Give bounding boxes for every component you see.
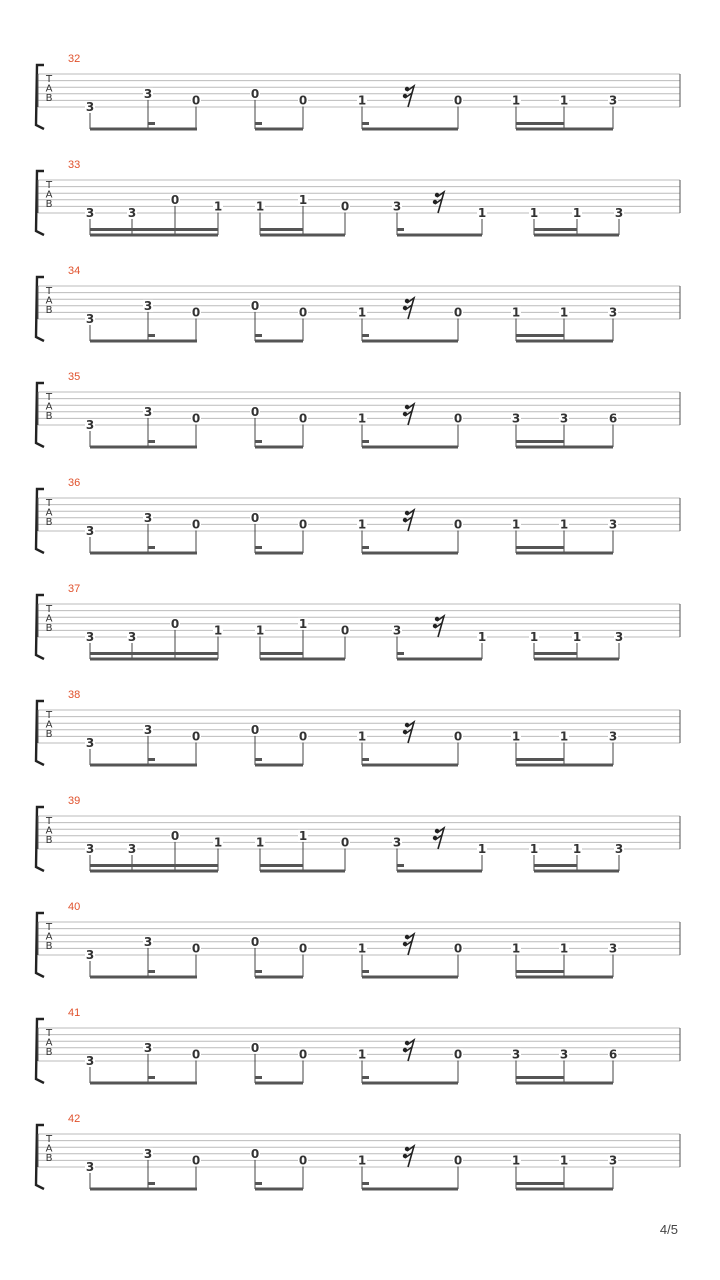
fret-number: 3 (85, 842, 95, 856)
secondary-beam (516, 122, 564, 125)
fret-number: 0 (191, 729, 201, 744)
fret-number: 6 (608, 411, 618, 426)
note-beam (90, 234, 218, 237)
tab-clef-letter: A (45, 295, 53, 307)
fret-number: 3 (559, 1047, 569, 1062)
fret-number: 0 (298, 411, 308, 426)
tab-clef-letter: A (45, 507, 53, 519)
measure-number: 36 (68, 477, 81, 489)
fret-number: 1 (511, 517, 521, 532)
fret-number: 1 (357, 411, 367, 426)
secondary-beam (516, 758, 564, 761)
fret-number: 3 (608, 1153, 618, 1168)
fret-number: 3 (143, 298, 153, 313)
system-bracket (36, 383, 44, 447)
note-beam (362, 1082, 458, 1085)
fret-number: 0 (453, 305, 463, 320)
fret-number: 3 (392, 199, 402, 214)
beam-stub (148, 970, 155, 973)
tab-clef-letter: T (45, 604, 53, 615)
fret-number: 1 (477, 630, 487, 644)
fret-number: 1 (477, 206, 487, 220)
fret-number: 1 (572, 842, 582, 856)
fret-number: 0 (191, 305, 201, 320)
fret-number: 3 (127, 842, 137, 856)
note-beam (90, 1082, 197, 1085)
tab-clef-letter: B (45, 1047, 53, 1058)
note-beam (90, 340, 197, 343)
note-beam (90, 552, 197, 555)
measure-number: 37 (68, 583, 81, 595)
sixteenth-rest-icon (433, 192, 444, 213)
fret-number: 0 (170, 616, 180, 631)
note-beam (260, 658, 345, 661)
fret-number: 3 (608, 93, 618, 108)
fret-number: 0 (250, 510, 260, 525)
tab-clef-letter: B (45, 835, 53, 846)
sixteenth-rest-icon (403, 934, 414, 955)
tab-system (36, 371, 680, 449)
note-beam (362, 976, 458, 979)
fret-number: 3 (85, 948, 95, 962)
fret-number: 0 (453, 941, 463, 956)
fret-number: 3 (143, 404, 153, 419)
note-beam (90, 764, 197, 767)
fret-number: 0 (298, 517, 308, 532)
tab-system (36, 795, 680, 873)
fret-number: 0 (191, 93, 201, 108)
tab-clef-letter: B (45, 623, 53, 634)
system-bracket (36, 65, 44, 129)
fret-number: 1 (213, 199, 223, 214)
secondary-beam (516, 1182, 564, 1185)
fret-number: 1 (572, 206, 582, 220)
measure-number: 35 (68, 371, 81, 383)
note-beam (516, 552, 613, 555)
tab-clef-letter: A (45, 1037, 53, 1049)
fret-number: 1 (357, 305, 367, 320)
fret-number: 1 (357, 941, 367, 956)
tab-clef-letter: B (45, 941, 53, 952)
tab-clef-letter: T (45, 922, 53, 933)
beam-stub (255, 1182, 262, 1185)
note-beam (362, 340, 458, 343)
fret-number: 1 (213, 623, 223, 638)
tab-clef-letter: B (45, 93, 53, 104)
fret-number: 0 (250, 722, 260, 737)
fret-number: 3 (85, 630, 95, 644)
fret-number: 3 (614, 206, 624, 220)
note-beam (90, 870, 218, 873)
note-beam (362, 128, 458, 131)
sixteenth-rest-icon (403, 1040, 414, 1061)
measure-number: 39 (68, 795, 81, 807)
fret-number: 3 (85, 312, 95, 326)
beam-stub (255, 546, 262, 549)
beam-stub (362, 334, 369, 337)
note-beam (255, 1188, 303, 1191)
fret-number: 0 (298, 729, 308, 744)
note-beam (255, 552, 303, 555)
note-beam (534, 870, 619, 873)
fret-number: 1 (559, 93, 569, 108)
fret-number: 0 (250, 1040, 260, 1055)
secondary-beam (516, 970, 564, 973)
tab-system (36, 159, 680, 237)
fret-number: 3 (85, 736, 95, 750)
fret-number: 3 (143, 1040, 153, 1055)
system-bracket (36, 701, 44, 765)
fret-number: 0 (298, 93, 308, 108)
note-beam (255, 764, 303, 767)
beam-stub (255, 122, 262, 125)
fret-number: 1 (511, 305, 521, 320)
tab-clef-letter: T (45, 74, 53, 85)
fret-number: 1 (357, 729, 367, 744)
fret-number: 0 (453, 93, 463, 108)
system-bracket (36, 595, 44, 659)
tab-clef-letter: B (45, 411, 53, 422)
note-beam (90, 446, 197, 449)
tab-system (36, 265, 680, 343)
note-beam (255, 128, 303, 131)
system-bracket (36, 807, 44, 871)
tab-clef-letter: A (45, 825, 53, 837)
fret-number: 1 (511, 729, 521, 744)
fret-number: 3 (608, 729, 618, 744)
system-bracket (36, 1125, 44, 1189)
fret-number: 3 (143, 510, 153, 525)
tab-clef-letter: T (45, 816, 53, 827)
fret-number: 1 (559, 1153, 569, 1168)
tab-system (36, 1007, 680, 1085)
tab-clef-letter: A (45, 1143, 53, 1155)
tab-clef-letter: A (45, 719, 53, 731)
note-beam (90, 128, 197, 131)
note-beam (516, 128, 613, 131)
fret-number: 0 (191, 941, 201, 956)
note-beam (397, 234, 482, 237)
fret-number: 3 (608, 941, 618, 956)
fret-number: 3 (143, 1146, 153, 1161)
beam-stub (397, 652, 404, 655)
fret-number: 1 (511, 941, 521, 956)
fret-number: 0 (298, 1153, 308, 1168)
note-beam (260, 870, 345, 873)
fret-number: 1 (298, 192, 308, 207)
tab-clef-letter: T (45, 1134, 53, 1145)
note-beam (255, 976, 303, 979)
note-beam (90, 1188, 197, 1191)
note-beam (362, 1188, 458, 1191)
fret-number: 3 (614, 630, 624, 644)
system-bracket (36, 913, 44, 977)
fret-number: 3 (614, 842, 624, 856)
beam-stub (397, 864, 404, 867)
note-beam (534, 658, 619, 661)
fret-number: 3 (127, 206, 137, 220)
note-beam (516, 764, 613, 767)
secondary-beam (90, 652, 218, 655)
note-beam (255, 1082, 303, 1085)
system-bracket (36, 171, 44, 235)
fret-number: 3 (85, 100, 95, 114)
fret-number: 3 (608, 305, 618, 320)
fret-number: 3 (511, 1047, 521, 1062)
fret-number: 1 (572, 630, 582, 644)
note-beam (397, 870, 482, 873)
note-beam (516, 1082, 613, 1085)
note-beam (362, 552, 458, 555)
fret-number: 3 (127, 630, 137, 644)
fret-number: 0 (191, 1153, 201, 1168)
note-beam (362, 764, 458, 767)
fret-number: 1 (298, 828, 308, 843)
fret-number: 1 (213, 835, 223, 850)
sixteenth-rest-icon (403, 722, 414, 743)
note-beam (516, 340, 613, 343)
beam-stub (255, 440, 262, 443)
beam-stub (362, 1076, 369, 1079)
secondary-beam (516, 546, 564, 549)
tab-system (36, 1113, 680, 1191)
beam-stub (362, 546, 369, 549)
beam-stub (255, 334, 262, 337)
fret-number: 0 (191, 411, 201, 426)
fret-number: 0 (170, 828, 180, 843)
fret-number: 0 (250, 934, 260, 949)
fret-number: 3 (559, 411, 569, 426)
tab-clef-letter: B (45, 1153, 53, 1164)
fret-number: 0 (340, 199, 350, 214)
measure-number: 42 (68, 1113, 81, 1125)
fret-number: 3 (85, 206, 95, 220)
beam-stub (397, 228, 404, 231)
system-bracket (36, 277, 44, 341)
fret-number: 1 (529, 206, 539, 220)
system-bracket (36, 1019, 44, 1083)
tab-system (36, 477, 680, 555)
fret-number: 3 (85, 1160, 95, 1174)
beam-stub (362, 122, 369, 125)
tab-clef-letter: B (45, 305, 53, 316)
tab-clef-letter: T (45, 180, 53, 191)
tab-clef-letter: T (45, 498, 53, 509)
fret-number: 0 (453, 1047, 463, 1062)
beam-stub (362, 970, 369, 973)
sixteenth-rest-icon (403, 86, 414, 107)
beam-stub (148, 1076, 155, 1079)
tab-clef-letter: A (45, 401, 53, 413)
tab-clef-letter: T (45, 710, 53, 721)
fret-number: 3 (608, 517, 618, 532)
fret-number: 1 (357, 517, 367, 532)
fret-number: 1 (357, 1047, 367, 1062)
fret-number: 0 (453, 517, 463, 532)
tab-clef-letter: A (45, 613, 53, 625)
beam-stub (148, 334, 155, 337)
fret-number: 0 (453, 729, 463, 744)
sixteenth-rest-icon (403, 510, 414, 531)
tab-clef-letter: B (45, 729, 53, 740)
beam-stub (255, 1076, 262, 1079)
secondary-beam (90, 228, 218, 231)
secondary-beam (534, 652, 577, 655)
tab-clef-letter: T (45, 392, 53, 403)
note-beam (255, 446, 303, 449)
fret-number: 0 (298, 305, 308, 320)
tab-clef-letter: T (45, 286, 53, 297)
sixteenth-rest-icon (403, 1146, 414, 1167)
beam-stub (148, 546, 155, 549)
tab-system (36, 583, 680, 661)
beam-stub (362, 1182, 369, 1185)
beam-stub (362, 440, 369, 443)
beam-stub (148, 1182, 155, 1185)
fret-number: 3 (392, 835, 402, 850)
fret-number: 1 (559, 941, 569, 956)
measure-number: 38 (68, 689, 81, 701)
beam-stub (255, 758, 262, 761)
fret-number: 3 (85, 524, 95, 538)
fret-number: 6 (608, 1047, 618, 1062)
secondary-beam (260, 652, 303, 655)
fret-number: 1 (529, 630, 539, 644)
measure-number: 41 (68, 1007, 81, 1019)
tab-system (36, 901, 680, 979)
fret-number: 3 (143, 722, 153, 737)
fret-number: 0 (340, 623, 350, 638)
fret-number: 1 (511, 93, 521, 108)
secondary-beam (516, 1076, 564, 1079)
note-beam (516, 976, 613, 979)
sixteenth-rest-icon (403, 298, 414, 319)
fret-number: 0 (191, 1047, 201, 1062)
tab-clef-letter: B (45, 517, 53, 528)
beam-stub (148, 122, 155, 125)
secondary-beam (534, 228, 577, 231)
fret-number: 1 (298, 616, 308, 631)
fret-number: 3 (392, 623, 402, 638)
fret-number: 3 (85, 1054, 95, 1068)
tab-clef-letter: B (45, 199, 53, 210)
fret-number: 1 (559, 305, 569, 320)
fret-number: 0 (250, 404, 260, 419)
secondary-beam (260, 864, 303, 867)
beam-stub (148, 758, 155, 761)
tab-clef-letter: A (45, 931, 53, 943)
fret-number: 0 (250, 1146, 260, 1161)
tab-clef-letter: A (45, 83, 53, 95)
sixteenth-rest-icon (433, 828, 444, 849)
secondary-beam (260, 228, 303, 231)
fret-number: 1 (559, 729, 569, 744)
page-number: 4/5 (659, 1222, 678, 1237)
tab-clef-letter: A (45, 189, 53, 201)
tab-systems (36, 53, 680, 1191)
tab-system (36, 53, 680, 131)
fret-number: 3 (85, 418, 95, 432)
note-beam (534, 234, 619, 237)
measure-number: 33 (68, 159, 81, 171)
secondary-beam (516, 334, 564, 337)
tab-system (36, 689, 680, 767)
fret-number: 0 (340, 835, 350, 850)
fret-number: 0 (453, 411, 463, 426)
note-beam (362, 446, 458, 449)
note-beam (260, 234, 345, 237)
fret-number: 0 (250, 86, 260, 101)
fret-number: 1 (529, 842, 539, 856)
fret-number: 1 (357, 1153, 367, 1168)
secondary-beam (516, 440, 564, 443)
fret-number: 1 (357, 93, 367, 108)
beam-stub (148, 440, 155, 443)
fret-number: 1 (255, 623, 265, 638)
fret-number: 1 (255, 835, 265, 850)
fret-number: 3 (143, 934, 153, 949)
fret-number: 1 (477, 842, 487, 856)
measure-number: 32 (68, 53, 81, 65)
tab-clef-letter: T (45, 1028, 53, 1039)
beam-stub (255, 970, 262, 973)
note-beam (90, 658, 218, 661)
fret-number: 0 (170, 192, 180, 207)
beam-stub (362, 758, 369, 761)
fret-number: 3 (511, 411, 521, 426)
measure-number: 34 (68, 265, 81, 277)
fret-number: 0 (250, 298, 260, 313)
fret-number: 0 (298, 1047, 308, 1062)
sixteenth-rest-icon (403, 404, 414, 425)
note-beam (516, 1188, 613, 1191)
note-beam (90, 976, 197, 979)
fret-number: 0 (298, 941, 308, 956)
secondary-beam (534, 864, 577, 867)
secondary-beam (90, 864, 218, 867)
sixteenth-rest-icon (433, 616, 444, 637)
fret-number: 1 (255, 199, 265, 214)
fret-number: 1 (559, 517, 569, 532)
fret-number: 1 (511, 1153, 521, 1168)
fret-number: 3 (143, 86, 153, 101)
fret-number: 0 (453, 1153, 463, 1168)
note-beam (516, 446, 613, 449)
note-beam (255, 340, 303, 343)
system-bracket (36, 489, 44, 553)
measure-number: 40 (68, 901, 81, 913)
note-beam (397, 658, 482, 661)
fret-number: 0 (191, 517, 201, 532)
